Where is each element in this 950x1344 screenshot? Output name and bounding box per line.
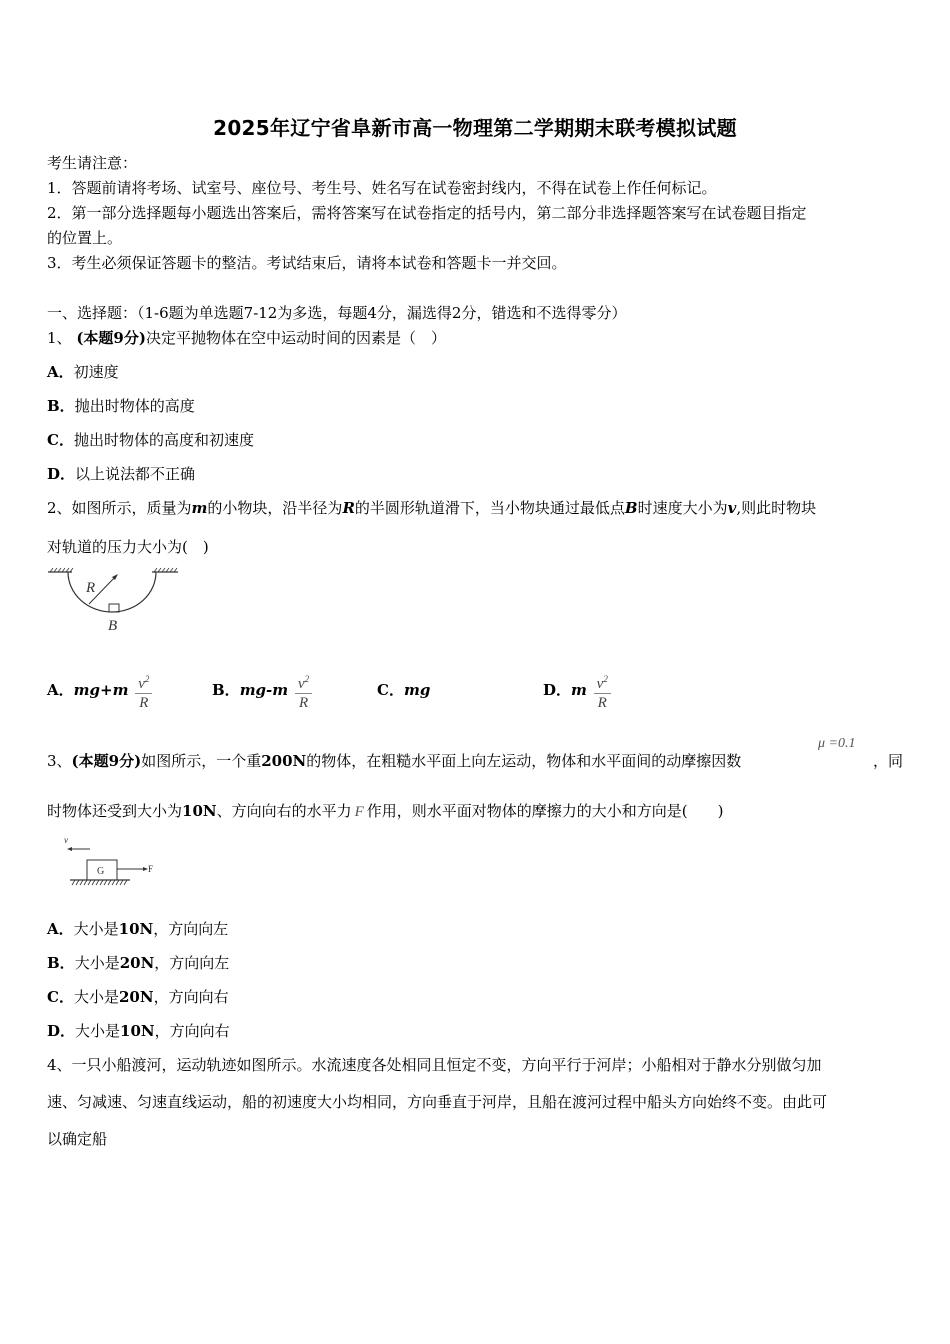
- label-R: R: [86, 580, 96, 596]
- question-2-stem: [47, 497, 816, 518]
- q1-option-a[interactable]: [47, 361, 119, 382]
- option-text: ，方向向左: [153, 920, 229, 938]
- question-text: 如图所示，一个重: [141, 752, 262, 770]
- question-text: ，同: [873, 752, 904, 770]
- option-letter: C．: [47, 431, 74, 449]
- question-4-line1: 4、一只小船渡河，运动轨迹如图所示。水流速度各处相同且恒定不变，方向平行于河岸；小船相对于静水分别做匀加: [47, 1056, 822, 1074]
- frac-den: R: [139, 695, 149, 711]
- block: [109, 604, 119, 612]
- option-text: 大小是: [74, 954, 120, 972]
- option-text: ，方向向右: [153, 988, 229, 1006]
- question-tag: (本题9分): [76, 329, 146, 347]
- fraction-v2-over-R: [594, 670, 611, 712]
- option-text: 抛出时物体的高度: [74, 397, 195, 415]
- option-value: 20N: [119, 954, 155, 972]
- frac-sup: 2: [144, 674, 150, 684]
- q2-option-c[interactable]: [377, 679, 430, 700]
- q3-option-b[interactable]: [47, 952, 229, 973]
- option-text: mg-m: [239, 681, 289, 699]
- notice-heading: 考生请注意：: [47, 154, 138, 172]
- option-text: ，方向向左: [154, 954, 230, 972]
- notice-item: 3．考生必须保证答题卡的整洁。考试结束后，请将本试卷和答题卡一并交回。: [47, 254, 567, 272]
- question-text: 2、如图所示，质量为: [47, 499, 192, 517]
- frac-den: R: [597, 695, 607, 711]
- option-value: 20N: [118, 988, 154, 1006]
- question-number: 1、: [47, 329, 72, 347]
- q1-option-b[interactable]: [47, 395, 195, 416]
- frac-sup: 2: [603, 674, 608, 684]
- fraction-v2-over-R: [135, 670, 152, 712]
- option-letter: C．: [47, 988, 74, 1006]
- value-weight: 200N: [261, 752, 307, 770]
- label-G: G: [97, 866, 105, 877]
- q3-option-d[interactable]: [47, 1020, 230, 1041]
- question-2-stem-line2: 对轨道的压力大小为( ): [47, 538, 209, 556]
- q2-option-b[interactable]: [212, 670, 314, 712]
- frac-num: v: [138, 676, 145, 692]
- frac-num: v: [596, 676, 604, 692]
- semicircle-track-figure: [44, 566, 184, 634]
- question-number: 3、: [47, 752, 72, 770]
- notice-item: 2．第一部分选择题每小题选出答案后，需将答案写在试卷指定的括号内，第二部分非选择题答案写在试卷题目指定: [47, 204, 807, 222]
- question-text: 的物体，在粗糙水平面上向左运动，物体和水平面间的动摩擦因数: [306, 752, 742, 770]
- option-letter: A．: [47, 681, 74, 699]
- q3-option-a[interactable]: [47, 918, 228, 939]
- option-text: ，方向向右: [154, 1022, 230, 1040]
- var-B: B: [624, 499, 638, 517]
- question-text: 的半圆形轨道滑下，当小物块通过最低点: [354, 499, 625, 517]
- question-3-stem-line2: [47, 800, 724, 821]
- option-letter: B．: [47, 397, 75, 415]
- question-text: 决定平抛物体在空中运动时间的因素是（ ）: [145, 329, 446, 347]
- block-force-figure: [60, 834, 170, 890]
- notice-item: 的位置上。: [47, 229, 123, 247]
- option-letter: B．: [212, 681, 240, 699]
- question-4-line2: 速、匀减速、匀速直线运动，船的初速度大小均相同，方向垂直于河岸，且船在渡河过程中船头方向始终不变。由此可: [47, 1093, 828, 1111]
- q3-option-c[interactable]: [47, 986, 229, 1007]
- question-tag: (本题9分): [71, 752, 142, 770]
- question-text: 时物体还受到大小为: [47, 802, 183, 820]
- question-4-line3: 以确定船: [47, 1130, 108, 1148]
- var-v: v: [727, 499, 737, 517]
- option-text: 抛出时物体的高度和初速度: [73, 431, 254, 449]
- var-R: R: [342, 499, 355, 517]
- question-text: 时速度大小为: [637, 499, 728, 517]
- q1-option-d[interactable]: [47, 463, 195, 484]
- label-F: F: [148, 864, 154, 874]
- option-text: mg+m: [73, 681, 129, 699]
- var-F: F: [354, 804, 364, 820]
- question-1-stem: [47, 327, 446, 348]
- option-letter: B．: [47, 954, 75, 972]
- label-v: v: [64, 835, 68, 845]
- question-text: 的小物块，沿半径为: [207, 499, 343, 517]
- page-title: 2025年辽宁省阜新市高一物理第二学期期末联考模拟试题: [213, 116, 737, 140]
- option-text: mg: [403, 681, 431, 699]
- q2-option-d[interactable]: [543, 670, 613, 712]
- option-letter: A．: [47, 920, 74, 938]
- q1-option-c[interactable]: [47, 429, 254, 450]
- option-text: 以上说法都不正确: [75, 465, 196, 483]
- frac-den: R: [298, 695, 309, 711]
- option-text: m: [571, 681, 587, 699]
- option-letter: D．: [543, 681, 572, 699]
- value-force: 10N: [182, 802, 217, 820]
- option-letter: D．: [47, 1022, 76, 1040]
- option-text: 大小是: [75, 1022, 121, 1040]
- question-text: 作用，则水平面对物体的摩擦力的大小和方向是( ): [366, 802, 724, 820]
- label-B: B: [108, 618, 118, 634]
- option-letter: C．: [377, 681, 404, 699]
- frac-num: v: [297, 676, 305, 692]
- friction-coefficient: μ =0.1: [818, 736, 856, 751]
- section-heading: 一、选择题：（1-6题为单选题7-12为多选，每题4分，漏选得2分，错选和不选得零分）: [47, 304, 627, 322]
- option-letter: D．: [47, 465, 76, 483]
- option-value: 10N: [118, 920, 154, 938]
- var-m: m: [191, 499, 208, 517]
- fraction-v2-over-R: [295, 670, 312, 712]
- option-text: 大小是: [73, 920, 119, 938]
- option-text: 大小是: [73, 988, 119, 1006]
- track-arc: [68, 572, 156, 612]
- option-value: 10N: [120, 1022, 155, 1040]
- question-text: 、方向向右的水平力: [216, 802, 352, 820]
- option-letter: A．: [47, 363, 74, 381]
- q2-option-a[interactable]: [47, 670, 154, 712]
- question-3-stem: [47, 750, 741, 771]
- option-text: 初速度: [73, 363, 119, 381]
- notice-item: 1．答题前请将考场、试室号、座位号、考生号、姓名写在试卷密封线内，不得在试卷上作任何标记。: [47, 179, 717, 197]
- frac-sup: 2: [304, 674, 310, 684]
- question-text: ,则此时物块: [736, 499, 817, 517]
